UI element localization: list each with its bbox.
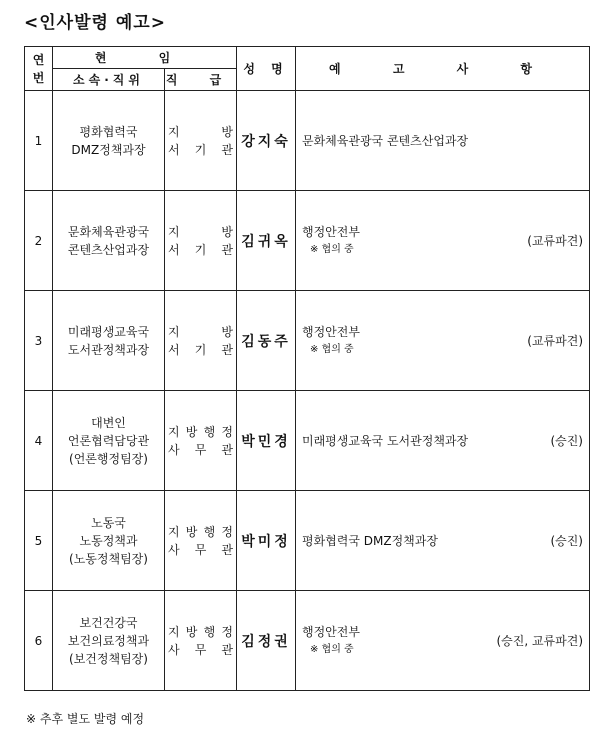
rank-char: 관 [221, 342, 233, 357]
rank-line [168, 341, 233, 359]
rank-cell [165, 591, 237, 691]
dept-line: 도서관정책과장 [67, 342, 150, 357]
rank-line [168, 641, 233, 659]
row-number: 4 [25, 391, 53, 491]
dept-line: 평화협력국 [79, 124, 138, 139]
notice-text: 행정안전부 [302, 624, 360, 639]
person-name: 박미정 [237, 491, 296, 591]
notice-tag: (승진) [550, 533, 583, 548]
notice-note: ※ 협의 중 [310, 343, 354, 355]
rank-char: 지 [168, 424, 180, 439]
table-row [25, 491, 590, 591]
rank-char: 행 [203, 524, 216, 539]
dept-line: 노동국 [91, 515, 126, 530]
person-name: 김귀옥 [237, 191, 296, 291]
dept-cell [53, 291, 165, 391]
rank-char: 무 [194, 442, 207, 457]
rank-char: 방 [221, 124, 233, 139]
rank-char: 사 [168, 642, 180, 657]
notice-text: 행정안전부 [302, 324, 360, 339]
notice-cell [296, 491, 590, 591]
header-notice: 예 고 사 항 [296, 47, 590, 91]
dept-line: 미래평생교육국 [67, 324, 150, 339]
dept-line: 노동정책과 [79, 533, 138, 548]
dept-line: 보건건강국 [79, 615, 138, 630]
header-no [25, 47, 53, 91]
notice-cell [296, 291, 590, 391]
person-name: 김동주 [237, 291, 296, 391]
dept-line: 콘텐츠산업과장 [67, 242, 150, 257]
rank-char: 사 [168, 442, 180, 457]
rank-char: 관 [221, 242, 233, 257]
rank-line [168, 441, 233, 459]
dept-cell [53, 91, 165, 191]
table-row [25, 391, 590, 491]
rank-char: 관 [221, 642, 233, 657]
person-name: 김정권 [237, 591, 296, 691]
rank-char: 정 [221, 624, 233, 639]
dept-line: DMZ정책과장 [71, 142, 146, 157]
rank-cell [165, 491, 237, 591]
rank-char: 행 [203, 424, 216, 439]
table-row [25, 191, 590, 291]
rank-char: 기 [194, 242, 207, 257]
dept-cell [53, 191, 165, 291]
rank-char: 서 [168, 342, 180, 357]
rank-char: 정 [221, 524, 233, 539]
dept-line: (보건정책팀장) [69, 651, 148, 666]
footnote: ※ 추후 별도 발령 예정 [26, 712, 145, 726]
rank-line [168, 541, 233, 559]
rank-char: 방 [185, 424, 198, 439]
row-number: 5 [25, 491, 53, 591]
header-dept-title: 소속·직위 [53, 69, 165, 91]
header-no-line2: 번 [32, 70, 45, 85]
rank-line [168, 423, 233, 441]
rank-line [168, 241, 233, 259]
rank-char: 지 [168, 324, 180, 339]
rank-char: 지 [168, 224, 180, 239]
rank-char: 방 [221, 224, 233, 239]
notice-cell [296, 391, 590, 491]
rank-char: 지 [168, 524, 180, 539]
rank-cell [165, 91, 237, 191]
rank-char: 관 [221, 442, 233, 457]
dept-line: 문화체육관광국 [67, 224, 150, 239]
rank-char: 지 [168, 624, 180, 639]
rank-char: 지 [168, 124, 180, 139]
header-rank: 직 급 [165, 69, 237, 91]
notice-text: 평화협력국 DMZ정책과장 [302, 533, 438, 548]
rank-char: 정 [221, 424, 233, 439]
rank-char: 방 [221, 324, 233, 339]
rank-cell [165, 291, 237, 391]
rank-char: 방 [185, 624, 198, 639]
dept-line: 보건의료정책과 [67, 633, 150, 648]
row-number: 2 [25, 191, 53, 291]
dept-cell [53, 491, 165, 591]
person-name: 강지숙 [237, 91, 296, 191]
rank-char: 관 [221, 142, 233, 157]
notice-tag: (교류파견) [527, 333, 583, 348]
rank-cell [165, 391, 237, 491]
rank-char: 서 [168, 142, 180, 157]
notice-text: 미래평생교육국 도서관정책과장 [302, 433, 469, 448]
rank-line [168, 523, 233, 541]
notice-tag: (승진, 교류파견) [496, 633, 583, 648]
rank-char: 서 [168, 242, 180, 257]
rank-line [168, 123, 233, 141]
rank-line [168, 141, 233, 159]
page-title: <인사발령 예고> [24, 13, 166, 33]
dept-line: (노동정책팀장) [69, 551, 148, 566]
rank-line [168, 623, 233, 641]
rank-char: 무 [194, 542, 207, 557]
notice-tag: (교류파견) [527, 233, 583, 248]
header-name: 성 명 [237, 47, 296, 91]
header-no-line1: 연 [32, 52, 45, 67]
rank-char: 사 [168, 542, 180, 557]
row-number: 1 [25, 91, 53, 191]
table-row [25, 591, 590, 691]
rank-char: 관 [221, 542, 233, 557]
rank-char: 무 [194, 642, 207, 657]
dept-line: (언론행정팀장) [69, 451, 148, 466]
rank-char: 행 [203, 624, 216, 639]
table-row [25, 91, 590, 191]
dept-line: 대변인 [91, 415, 126, 430]
notice-note: ※ 협의 중 [310, 243, 354, 255]
header-current: 현 임 [53, 47, 237, 69]
table-row [25, 291, 590, 391]
notice-cell [296, 591, 590, 691]
dept-line: 언론협력담당관 [67, 433, 150, 448]
row-number: 3 [25, 291, 53, 391]
rank-cell [165, 191, 237, 291]
rank-char: 기 [194, 142, 207, 157]
notice-cell [296, 91, 590, 191]
rank-char: 기 [194, 342, 207, 357]
notice-tag: (승진) [550, 433, 583, 448]
dept-cell [53, 391, 165, 491]
dept-cell [53, 591, 165, 691]
rank-line [168, 323, 233, 341]
rank-char: 방 [185, 524, 198, 539]
rank-line [168, 223, 233, 241]
notice-cell [296, 191, 590, 291]
personnel-table [24, 46, 590, 691]
person-name: 박민경 [237, 391, 296, 491]
notice-text: 문화체육관광국 콘텐츠산업과장 [302, 133, 469, 148]
notice-text: 행정안전부 [302, 224, 360, 239]
row-number: 6 [25, 591, 53, 691]
notice-note: ※ 협의 중 [310, 643, 354, 655]
